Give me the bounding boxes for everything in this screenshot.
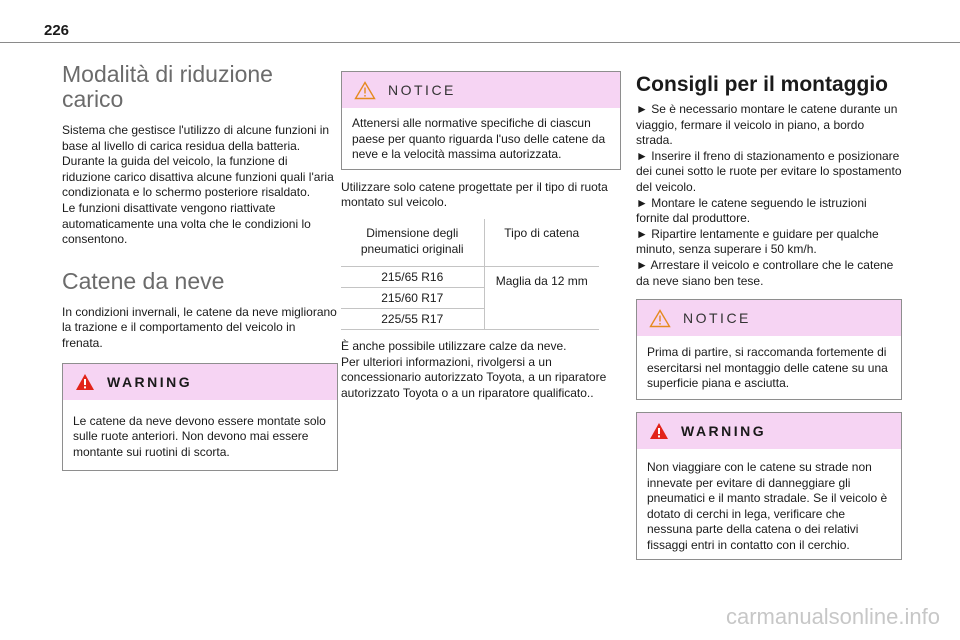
warning-box-no-snow — [636, 412, 902, 561]
column-load-reduction — [62, 62, 338, 471]
notice-text: Prima di partire, si raccomanda fortemente di esercitarsi nel montaggio delle catene su una superficie piana e asciutta. — [647, 345, 888, 391]
table-header-tyre-size: Dimensione degli pneumatici originali — [341, 219, 484, 267]
load-reduction-driving: Durante la guida del veicolo, la funzione di riduzione carico disattiva alcune funzioni quali l'aria condizionata e lo schermo posteriore risaldato. — [62, 154, 334, 200]
dealer-info: Per ulteriori informazioni, rivolgersi a un concessionario autorizzato Toyota, a un riparatore autorizzato Toyota o a un riparatore qualificato.. — [341, 354, 607, 400]
chain-type-cell: Maglia da 12 mm — [484, 267, 599, 330]
section-title-load-reduction: Modalità di riduzione carico — [62, 61, 273, 112]
notice-label: NOTICE — [388, 82, 456, 98]
section-title-snow-chains: Catene da neve — [62, 267, 225, 294]
load-reduction-reactivation: Le funzioni disattivate vengono riattivate automaticamente una volta che le condizioni lo consentono. — [62, 200, 311, 247]
tyre-size-cell: 215/65 R16 — [341, 267, 484, 288]
notice-header — [342, 72, 620, 108]
page-number: 226 — [44, 22, 70, 39]
section-title-fitting-advice: Consigli per il montaggio — [636, 73, 888, 96]
warning-triangle-icon — [649, 422, 669, 440]
warning-box-front-wheels — [62, 363, 338, 472]
fitting-step: ► Se è necessario montare le catene durante un viaggio, fermare il veicolo in piano, a bordo strada. — [636, 102, 898, 148]
warning-label: WARNING — [107, 373, 193, 390]
notice-header — [637, 300, 901, 336]
warning-header — [63, 364, 337, 400]
header-divider — [0, 42, 960, 43]
column-chain-selection — [341, 71, 621, 402]
tyre-size-cell: 215/60 R17 — [341, 288, 484, 309]
fitting-steps-list — [636, 102, 902, 289]
notice-box-regulations — [341, 71, 621, 170]
notice-triangle-icon — [354, 81, 376, 100]
warning-label: WARNING — [681, 422, 767, 439]
table-header-chain-type: Tipo di catena — [484, 219, 599, 267]
snow-socks-note: È anche possibile utilizzare calze da neve. — [341, 339, 567, 354]
table-row — [341, 267, 599, 288]
fitting-step: ► Arrestare il veicolo e controllare che le catene da neve siano ben tese. — [636, 257, 894, 288]
fitting-step: ► Inserire il freno di stazionamento e posizionare dei cunei sotto le ruote per evitare lo spostamento del veicolo. — [636, 148, 902, 194]
table-header-row — [341, 219, 599, 267]
notice-triangle-icon — [649, 309, 671, 328]
tyre-size-cell: 225/55 R17 — [341, 309, 484, 330]
notice-text: Attenersi alle normative specifiche di ciascun paese per quanto riguarda l'uso delle catene da neve e la velocità massima autorizzata. — [352, 116, 606, 162]
chain-type-instruction: Utilizzare solo catene progettate per il tipo di ruota montato sul veicolo. — [341, 179, 608, 210]
load-reduction-intro: Sistema che gestisce l'utilizzo di alcune funzioni in base al livello di carica residua della batteria. — [62, 123, 330, 153]
warning-header — [637, 413, 901, 449]
snow-chains-intro: In condizioni invernali, le catene da neve migliorano la trazione e il comportamento del veicolo in frenata. — [62, 304, 337, 350]
column-fitting-advice — [636, 73, 902, 560]
warning-text: Non viaggiare con le catene su strade non innevate per evitare di danneggiare gli pneumatici e il manto stradale. Se il veicolo è dotato di cerchi in lega, verificare che nessuna parte della catena o dei relativi fissaggi entri in contatto con il cerchio. — [647, 459, 888, 552]
fitting-step: ► Ripartire lentamente e guidare per qualche minuto, senza superare i 50 km/h. — [636, 226, 879, 257]
watermark: carmanualsonline.info — [725, 604, 940, 629]
warning-triangle-icon — [75, 373, 95, 391]
notice-box-practice — [636, 299, 902, 400]
tyre-chain-table — [341, 219, 599, 330]
fitting-step: ► Montare le catene seguendo le istruzioni fornite dal produttore. — [636, 195, 867, 226]
notice-label: NOTICE — [683, 310, 751, 327]
warning-text: Le catene da neve devono essere montate solo sulle ruote anteriori. Non devono mai essere montante sui ruotini di scorta. — [73, 413, 326, 459]
